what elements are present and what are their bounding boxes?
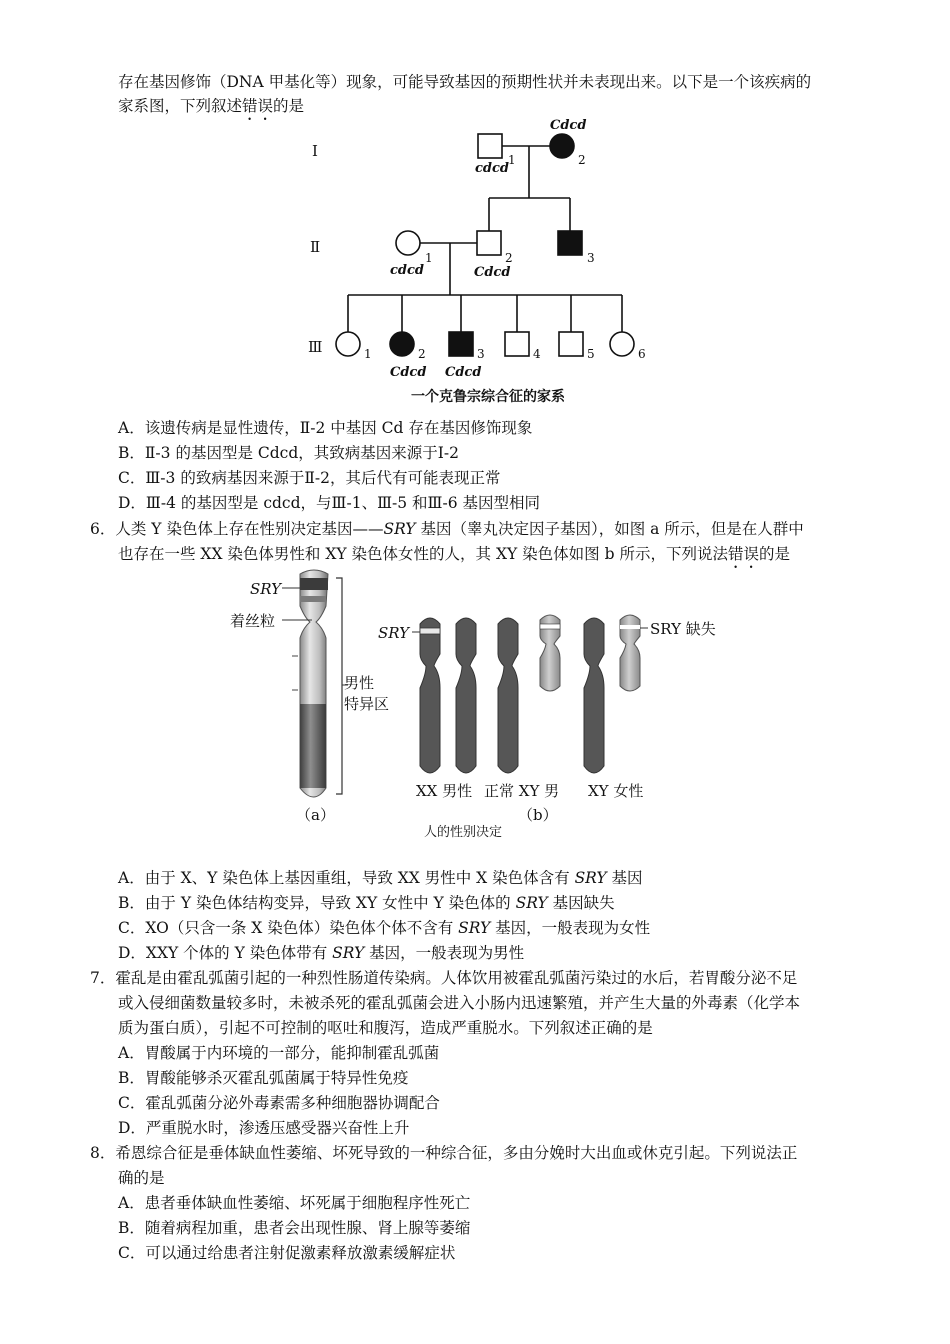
male-region-label-1: 男性 — [344, 674, 375, 692]
upper-band-a — [300, 596, 326, 602]
sry-band-xy-male — [540, 624, 560, 629]
q6-stem-line-1 — [90, 519, 804, 539]
q6-option-d — [118, 943, 524, 963]
i2-genotype: Cdcd — [550, 118, 587, 133]
xy-female-chromosomes — [584, 615, 640, 773]
figure-a-label: （a） — [296, 806, 335, 824]
sry-label-b: SRY — [378, 624, 410, 642]
q6-option-a — [118, 868, 643, 888]
pedigree-iii5-square — [559, 332, 583, 356]
gen-label-ii: Ⅱ — [310, 238, 321, 256]
pedigree-iii2-circle — [390, 332, 414, 356]
ii2-genotype: Cdcd — [474, 265, 511, 280]
intro-line-1: 存在基因修饰（DNA 甲基化等）现象，可能导致基因的预期性状并未表现出来。以下是一个该疾病的 — [118, 73, 812, 91]
q6-line-1-a: 人类 Y 染色体上存在性别决定基因—— — [115, 520, 384, 538]
q6-option-a-text: A．由于 X、Y 染色体上基因重组，导致 XX 男性中 X 染色体含有 — [118, 869, 575, 887]
iii2-genotype: Cdcd — [390, 365, 427, 380]
iii3-num: 3 — [477, 347, 485, 361]
q8-option-a: A．患者垂体缺血性萎缩、坏死属于细胞程序性死亡 — [118, 1194, 471, 1212]
ii2-num: 2 — [505, 251, 513, 265]
sry-missing-label: SRY 缺失 — [650, 620, 716, 638]
q7-stem-line-3: 质为蛋白质），引起不可控制的呕吐和腹泻，造成严重脱水。下列叙述正确的是 — [118, 1019, 653, 1037]
q6-number: 6． — [90, 520, 116, 538]
i1-genotype: cdcd — [475, 161, 510, 176]
ii1-num: 1 — [425, 251, 433, 265]
q6-option-a-tail: 基因 — [606, 869, 643, 887]
q8-number: 8． — [90, 1144, 116, 1162]
gen-label-iii: Ⅲ — [308, 338, 323, 356]
sry-deleted-band — [620, 625, 640, 629]
intro-line-2-b: 的是 — [273, 97, 305, 115]
q7-option-a: A．胃酸属于内环境的一部分，能抑制霍乱弧菌 — [118, 1044, 440, 1062]
y-chromosome-a — [292, 570, 328, 797]
xx-male-label: XX 男性 — [416, 782, 473, 800]
sry-band-xx-male — [420, 628, 440, 634]
iii2-num: 2 — [418, 347, 426, 361]
q8-stem-line-2: 确的是 — [118, 1169, 165, 1187]
q8-option-c: C．可以通过给患者注射促激素释放激素缓解症状 — [118, 1244, 456, 1262]
q6-option-c — [118, 918, 650, 938]
pedigree-iii4-square — [505, 332, 529, 356]
q7-option-c: C．霍乱弧菌分泌外毒素需多种细胞器协调配合 — [118, 1094, 440, 1112]
q5-option-c: C．Ⅲ-3 的致病基因来源于Ⅱ-2，其后代有可能表现正常 — [118, 469, 501, 487]
q6-line-1-b: 基因（睾丸决定因子基因），如图 a 所示，但是在人群中 — [415, 520, 804, 538]
chromosome-caption: 人的性别决定 — [424, 825, 503, 840]
pedigree-caption: 一个克鲁宗综合征的家系 — [411, 389, 565, 405]
pedigree-i2-circle — [550, 134, 574, 158]
q6-option-c-text: C．XO（只含一条 X 染色体）染色体个体不含有 — [118, 919, 459, 937]
iii1-num: 1 — [364, 347, 372, 361]
q6-option-a-sry: SRY — [574, 869, 607, 887]
q6-option-b-text: B．由于 Y 染色体结构变异，导致 XY 女性中 Y 染色体的 — [118, 894, 516, 912]
q5-option-d: D．Ⅲ-4 的基因型是 cdcd，与Ⅲ-1、Ⅲ-5 和Ⅲ-6 基因型相同 — [118, 494, 541, 512]
normal-xy-male-label: 正常 XY 男 — [484, 782, 560, 800]
q7-option-d: D．严重脱水时，渗透压感受器兴奋性上升 — [118, 1119, 410, 1137]
pedigree-ii2-square — [477, 231, 501, 255]
normal-xy-male-chromosomes — [498, 615, 560, 773]
iii6-num: 6 — [638, 347, 646, 361]
pedigree-iii6-circle — [610, 332, 634, 356]
intro-line-2 — [118, 96, 304, 124]
iii4-num: 4 — [533, 347, 541, 361]
q8-option-b: B．随着病程加重，患者会出现性腺、肾上腺等萎缩 — [118, 1219, 471, 1237]
xy-female-label: XY 女性 — [588, 782, 644, 800]
pedigree-ii1-circle — [396, 231, 420, 255]
q7-stem-line-1 — [90, 968, 797, 988]
q6-option-d-text: D．XXY 个体的 Y 染色体带有 — [118, 944, 333, 962]
q6-option-b-sry: SRY — [515, 894, 548, 912]
figure-b-label: （b） — [518, 806, 558, 824]
sry-label-a: SRY — [250, 580, 282, 598]
q6-option-d-tail: 基因，一般表现为男性 — [364, 944, 525, 962]
q6-option-b — [118, 893, 615, 913]
q6-option-c-tail: 基因，一般表现为女性 — [490, 919, 651, 937]
ii1-genotype: cdcd — [390, 263, 425, 278]
q7-number: 7． — [90, 969, 116, 987]
intro-line-2-a: 家系图，下列叙述 — [118, 97, 243, 115]
pedigree-ii3-square — [558, 231, 582, 255]
q6-emphasis-wrong: 错误 — [727, 545, 759, 563]
iii3-genotype: Cdcd — [445, 365, 482, 380]
q7-option-b: B．胃酸能够杀灭霍乱弧菌属于特异性免疫 — [118, 1069, 409, 1087]
q6-option-d-sry: SRY — [332, 944, 365, 962]
male-region-label-2: 特异区 — [344, 695, 390, 713]
male-region-bracket — [336, 578, 342, 794]
q6-option-c-sry: SRY — [458, 919, 491, 937]
heterochromatin-band-a — [300, 704, 326, 788]
pedigree-iii1-circle — [336, 332, 360, 356]
q7-line-1: 霍乱是由霍乱弧菌引起的一种烈性肠道传染病。人体饮用被霍乱弧菌污染过的水后，若胃酸分泌不足 — [115, 969, 798, 987]
ii3-num: 3 — [587, 251, 595, 265]
q6-option-b-tail: 基因缺失 — [547, 894, 615, 912]
i2-num: 2 — [578, 153, 586, 167]
intro-emphasis-wrong: 错误 — [242, 97, 274, 115]
q5-option-b: B．Ⅱ-3 的基因型是 Cdcd，其致病基因来源于Ⅰ-2 — [118, 444, 459, 462]
xx-male-chromosomes — [420, 618, 476, 773]
gen-label-i: Ⅰ — [312, 142, 318, 160]
q6-line-2-b: 的是 — [758, 545, 790, 563]
q8-stem-line-1 — [90, 1143, 797, 1163]
pedigree-i1-square — [478, 134, 502, 158]
q5-option-a: A．该遗传病是显性遗传，Ⅱ-2 中基因 Cd 存在基因修饰现象 — [118, 419, 533, 437]
chromosome-figure — [220, 566, 740, 844]
q6-sry-gene: SRY — [383, 520, 416, 538]
q6-line-2-a: 也存在一些 XX 染色体男性和 XY 染色体女性的人，其 XY 染色体如图 b 所示，下列说法 — [118, 545, 728, 563]
pedigree-iii3-square — [449, 332, 473, 356]
iii5-num: 5 — [587, 347, 595, 361]
centromere-label: 着丝粒 — [230, 612, 276, 630]
sry-band-a — [300, 578, 328, 590]
q7-stem-line-2: 或入侵细菌数量较多时，未被杀死的霍乱弧菌会进入小肠内迅速繁殖，并产生大量的外毒素（化学本 — [118, 994, 801, 1012]
q8-line-1: 希恩综合征是垂体缺血性萎缩、坏死导致的一种综合征，多由分娩时大出血或休克引起。下列说法正 — [115, 1144, 798, 1162]
i1-num: 1 — [508, 153, 516, 167]
pedigree-figure — [300, 112, 652, 410]
